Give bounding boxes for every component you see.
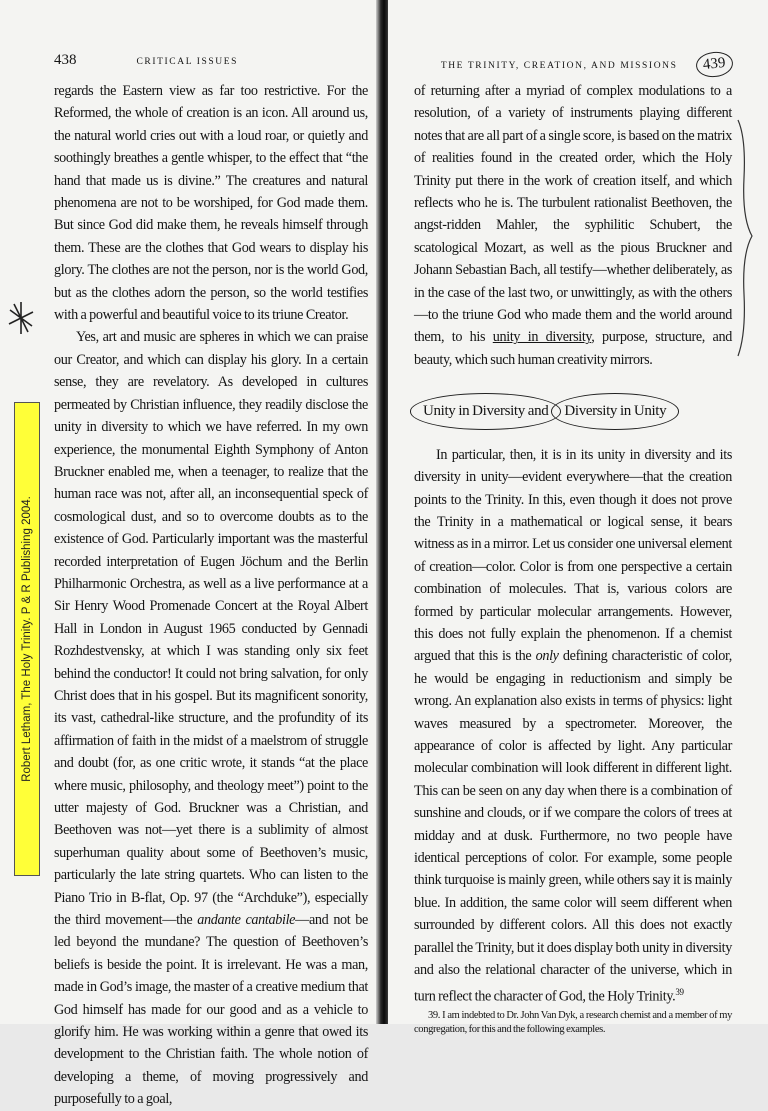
right-body-text bbox=[414, 80, 732, 1037]
left-running-head bbox=[54, 52, 368, 76]
left-paragraph-2-text: Yes, art and music are spheres in which we can praise our Creator, and which can display his glory. In a certain sense, they are revelatory. As developed in cultures permeated by Christian influence, they readily disclose the unity in diversity to which we have referred. In my own experience, the monumental Eighth Symphony of Anton Bruckner enabled me, when a teenager, to realize that the human race was not, after all, an inconsequential speck of cosmological dust, and so to overcome doubts as to the existence of God. Particularly important was the masterful recorded interpretation of Eugen Jöchum and the Berlin Philharmonic Orchestra, as well as a live performance at a Sir Henry Wood Promenade Concert at the Royal Albert Hall in London in August 1965 conducted by Gennadi Rozhdestvensky, at which I was standing only six feet behind the conductor! It could not bring salvation, for only Christ does that in his gospel. But its magnificent sonority, its vast, cathedral-like structure, and the profundity of its affirmation of faith in the midst of a maelstrom of struggle and doubt (for, as one critic wrote, it stands “at the place where music, philosophy, and theology meet”) point to the utter majesty of God. Bruckner was a Christian, and Beethoven was not—yet there is a sublimity of almost superhuman quality about some of Beethoven’s music, particularly the late string quartets. Who can listen to the Piano Trio in B-flat, Op. 97 (the “Archduke”), especially the third movement—the bbox=[54, 329, 368, 929]
left-paragraph-1: regards the Eastern view as far too restrictive. For the Reformed, the whole of creation is an icon. All around us, the natural world cries out with a loud roar, or quietly and soothingly breathes a gentle whisper, to the effect that “the hand that made us is divine.” The creatures and natural phenomena are not to be worshiped, for God made them. But since God did make them, he reveals himself through them. These are the clothes that God wears to display his glory. The clothes are not the person, nor is the world God, but as the clothes adorn the person, so the world testifies with a powerful and beautiful voice to its triune Creator. bbox=[54, 83, 368, 324]
left-paragraph-2-tail: —and not be led beyond the mundane? The question of Beethoven’s beliefs is beside the point. It is irrelevant. He was a man, made in God’s image, the master of a creative medium that God himself has made for our good and as a vehicle to glorify him. He was working within a genre that owed its development to the Christian faith. The whole notion of developing a theme, of moving progressively and purposefully to a goal, bbox=[54, 912, 368, 1108]
right-paragraph-1 bbox=[414, 80, 732, 371]
right-paragraph-1-end: , purpose, structure, and beauty, which such human creativity mirrors. bbox=[414, 329, 732, 368]
right-paragraph-2 bbox=[414, 444, 732, 1009]
section-heading-part1: Unity in Diversity bbox=[423, 403, 525, 420]
left-paragraph-2 bbox=[54, 326, 368, 1110]
right-paragraph-2-end: defining characteristic of color, he would be engaging in reductionism and simply be wrong. An explanation also exists in terms of physics: light waves measured by a spectrometer. Moreover, the appearance of color is affected by light. Any particular molecular combination will look different in different light. This can be seen on any day when there is a combination of sunshine and clouds, or if we compare the colors of trees at midday and at dusk. Furthermore, no two people have identical perceptions of color. For example, some people think turquoise is mainly green, while others say it is mainly blue. In addition, the same color will seem different when surrounded by different colors. All this does not exactly parallel the Trinity, but it does display both unity in diversity and also the relational character of the universe, which in turn reflect the character of God, the Holy Trinity. bbox=[414, 648, 732, 1006]
left-running-title: CRITICAL ISSUES bbox=[136, 57, 239, 67]
section-heading bbox=[410, 393, 732, 429]
handwritten-brace-icon bbox=[736, 118, 756, 358]
right-paragraph-1-start: of returning after a myriad of complex modulations to a resolution, of a variety of instruments playing different notes that are all part of a single score, is based on the matrix of realities found in the created order, which the Holy Trinity put there in the work of creation itself, and which reflects who he is. The turbulent rationalist Beethoven, the angst-ridden Mahler, the syphilitic Schubert, the scatological Mozart, as well as the pious Bruckner and Johann Sebastian Bach, all testify—whether deliberately, as in the case of the last two, or unwittingly, as with the others—to the triune God who made them and the world around them, to his bbox=[414, 83, 732, 346]
left-body-text bbox=[54, 80, 368, 1111]
left-page bbox=[0, 0, 382, 1108]
section-heading-circled-1 bbox=[410, 393, 561, 429]
section-heading-circled-2: Diversity in Unity bbox=[551, 393, 679, 429]
right-page bbox=[388, 0, 768, 1035]
handwritten-asterisk-icon bbox=[6, 300, 36, 336]
unity-in-diversity-underlined: unity in diversity bbox=[492, 329, 592, 346]
left-page-number: 438 bbox=[54, 52, 77, 68]
footnote: 39. I am indebted to Dr. John Van Dyk, a research chemist and a member of my congregation, for this and the following examples. bbox=[414, 1009, 732, 1035]
copyright-stamp-text: Robert Letham, The Holy Trinity. P & R Publishing 2004. bbox=[21, 496, 34, 782]
andante-cantabile-emphasis: andante cantabile bbox=[197, 912, 296, 929]
right-running-title: THE TRINITY, CREATION, AND MISSIONS bbox=[440, 61, 678, 71]
right-running-head bbox=[414, 52, 732, 76]
right-page-number: 439 bbox=[694, 50, 733, 79]
section-heading-and: and bbox=[527, 403, 549, 420]
right-paragraph-2-start: In particular, then, it is in its unity in diversity and its diversity in unity—evident everywhere—that the creation points to the Trinity. In this, even though it does not prove the Trinity in a mathematical or logical sense, it bears witness as in a mirror. Let us consider one universal element of creation—color. Color is from one perspective a certain combination of molecules. That is, various colors are formed by particular molecular arrangements. However, this does not fully explain the phenomenon. If a chemist argued that this is the bbox=[414, 446, 732, 665]
footnote-reference: 39 bbox=[675, 987, 684, 998]
only-emphasis: only bbox=[535, 648, 559, 665]
copyright-stamp bbox=[14, 402, 40, 876]
